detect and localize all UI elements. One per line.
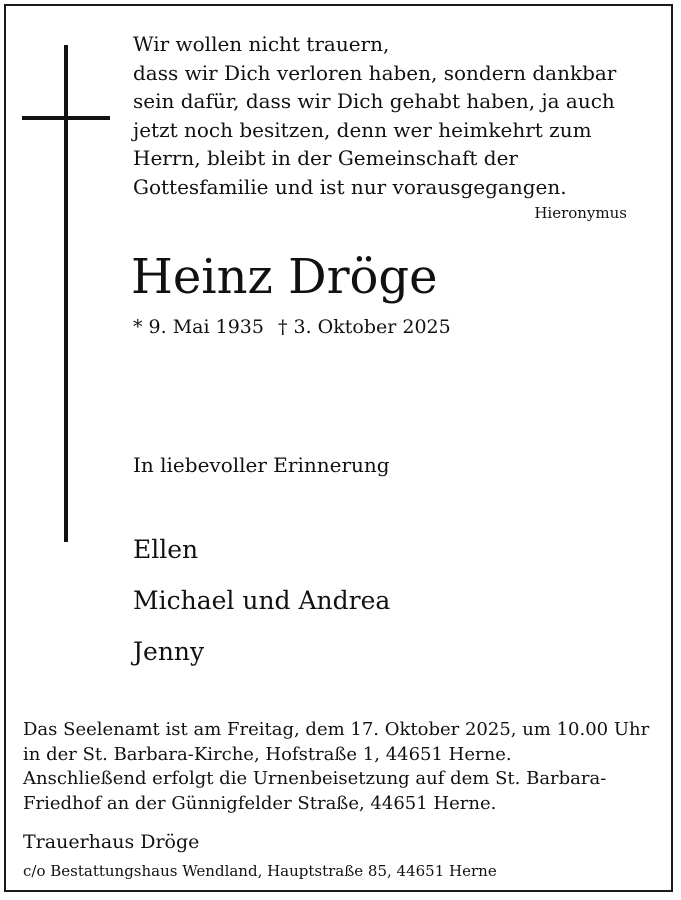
quote-line: sein dafür, dass wir Dich gehabt haben, ja auch (133, 89, 615, 114)
death-date: † 3. Oktober 2025 (277, 316, 451, 338)
deceased-name: Heinz Dröge (131, 249, 438, 305)
service-line: in der St. Barbara-Kirche, Hofstraße 1, 44651 Herne. (23, 743, 512, 765)
quote-line: Herrn, bleibt in der Gemeinschaft der (133, 146, 518, 171)
funeral-home-name: Trauerhaus Dröge (23, 831, 200, 853)
memory-text: In liebevoller Erinnerung (133, 453, 390, 477)
quote-line: Wir wollen nicht trauern, (133, 32, 390, 56)
quote-line: Gottesfamilie und ist nur vorausgegangen. (133, 174, 567, 199)
quote-block (133, 30, 653, 202)
birth-date: * 9. Mai 1935 (133, 316, 264, 338)
mourner-name: Ellen (133, 535, 199, 564)
mourner-name: Michael und Andrea (133, 586, 391, 615)
quote-line: jetzt noch besitzen, denn wer heimkehrt zum (133, 117, 592, 142)
service-line: Friedhof an der Günnigfelder Straße, 44651 Herne. (23, 792, 497, 814)
mourner-name: Jenny (133, 637, 205, 666)
quote-line: dass wir Dich verloren haben, sondern dankbar (133, 60, 617, 85)
funeral-home-address: c/o Bestattungshaus Wendland, Hauptstraße 85, 44651 Herne (23, 862, 497, 880)
service-line: Das Seelenamt ist am Freitag, dem 17. Oktober 2025, um 10.00 Uhr (23, 719, 650, 740)
service-line: Anschließend erfolgt die Urnenbeisetzung auf dem St. Barbara- (23, 768, 607, 790)
quote-author: Hieronymus (534, 204, 627, 222)
cross-horizontal-beam (22, 116, 110, 120)
service-info (23, 718, 663, 816)
life-dates (133, 316, 451, 338)
